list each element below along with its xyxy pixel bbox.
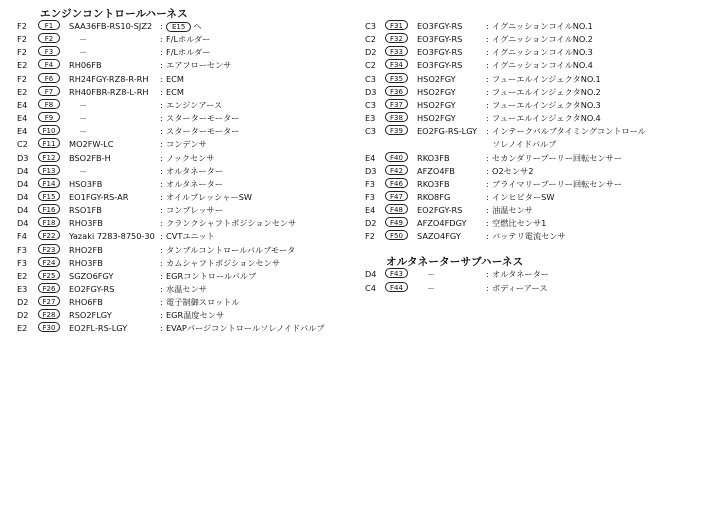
part-number: EO2FGY-RS <box>69 284 115 294</box>
connector-code-badge: F6 <box>38 73 60 83</box>
separator-colon: : <box>160 284 163 294</box>
connector-description: フューエルインジェクタNO.1 <box>492 73 601 84</box>
grid-location: C2 <box>17 139 28 150</box>
grid-location: E4 <box>365 205 376 216</box>
connector-description: ECM <box>166 86 184 97</box>
connector-code-badge: F9 <box>38 112 60 122</box>
connector-code-badge: F12 <box>38 152 60 162</box>
grid-location: C3 <box>365 126 376 137</box>
grid-location: D3 <box>17 152 29 163</box>
grid-location: F2 <box>365 231 375 242</box>
connector-code-badge: F14 <box>38 178 60 188</box>
alternator-sub-harness-title: オルタネーターサブハーネス <box>386 256 524 268</box>
connector-description: イグニッションコイルNO.4 <box>492 60 593 71</box>
grid-location: F3 <box>17 257 27 268</box>
grid-location: C4 <box>365 282 376 293</box>
connector-row <box>0 191 719 204</box>
connector-description: カムシャフトポジションセンサ <box>166 257 281 268</box>
connector-description: オルタネーター <box>166 165 223 176</box>
separator-colon: : <box>160 323 163 334</box>
part-number: － <box>427 269 436 279</box>
grid-location: F3 <box>365 191 375 202</box>
connector-code-badge: F35 <box>385 73 408 83</box>
separator-colon: : <box>160 297 163 308</box>
connector-description: ノックセンサ <box>166 152 215 163</box>
connector-row <box>0 59 719 72</box>
part-number: － <box>79 165 88 176</box>
part-number: RHO6FB <box>69 297 103 308</box>
connector-description: フューエルインジェクタNO.2 <box>492 86 601 97</box>
connector-code-badge: F47 <box>385 191 408 201</box>
grid-location: E2 <box>17 323 28 334</box>
part-number: RH06FB <box>69 60 102 71</box>
connector-code-badge: F23 <box>38 244 60 254</box>
part-number: RH24FGY-RZ8-R-RH <box>69 73 149 84</box>
connector-description: ボディーアース <box>492 282 548 293</box>
connector-code-badge: F40 <box>385 152 408 162</box>
separator-colon: : <box>160 218 163 229</box>
connector-description: インテークバルブタイミングコントロール <box>492 126 646 137</box>
connector-description: EGRコントロールバルブ <box>166 270 257 281</box>
connector-row <box>0 73 719 86</box>
part-number: SGZO6FGY <box>69 270 114 281</box>
part-number: HSO2FGY <box>417 73 456 84</box>
connector-code-badge: F22 <box>38 230 60 240</box>
connector-description: フューエルインジェクタNO.3 <box>492 99 601 110</box>
engine-control-harness-title: エンジンコントロールハーネス <box>40 8 188 20</box>
separator-colon: : <box>160 139 163 150</box>
separator-colon: : <box>160 99 163 110</box>
grid-location: D4 <box>365 269 377 279</box>
separator-colon: : <box>486 99 489 110</box>
separator-colon: : <box>486 191 489 202</box>
separator-colon: : <box>160 205 163 216</box>
separator-colon: : <box>160 34 163 45</box>
connector-description: イグニッションコイルNO.3 <box>492 47 593 58</box>
connector-row <box>0 125 719 138</box>
connector-description: コンプレッサー <box>166 205 223 216</box>
connector-description: 水温センサ <box>166 284 207 294</box>
part-number: MO2FW-LC <box>69 139 114 150</box>
connector-row <box>0 165 719 178</box>
connector-code-badge: F1 <box>38 20 60 30</box>
connector-row <box>0 112 719 125</box>
connector-code-badge: F8 <box>38 99 60 109</box>
connector-code-badge: F50 <box>385 230 408 240</box>
connector-description: スターターモーター <box>166 126 240 137</box>
separator-colon: : <box>486 205 489 216</box>
connector-description: オイルプレッシャーSW <box>166 191 252 202</box>
grid-location: F3 <box>17 244 27 255</box>
connector-code-badge: F33 <box>385 46 408 56</box>
connector-row <box>0 99 719 112</box>
grid-location: D4 <box>17 218 29 229</box>
part-number: － <box>79 113 88 124</box>
connector-code-badge: F4 <box>38 59 60 69</box>
connector-description: 電子制御スロットル <box>166 297 240 308</box>
grid-location: F3 <box>365 178 375 189</box>
part-number: SAA36FB-RS10-SJZ2 <box>69 21 153 31</box>
part-number: EO3FGY-RS <box>417 21 463 31</box>
connector-code-badge: F42 <box>385 165 408 175</box>
connector-description: CVTユニット <box>166 231 215 242</box>
grid-location: D2 <box>365 218 377 229</box>
connector-row <box>0 309 719 322</box>
grid-location: C3 <box>365 21 376 31</box>
grid-location: F2 <box>17 21 27 31</box>
connector-row <box>0 86 719 99</box>
connector-code-badge: F43 <box>385 268 408 278</box>
connector-description: コンデンサ <box>166 139 207 150</box>
connector-row <box>0 178 719 191</box>
grid-location: F2 <box>17 73 27 84</box>
separator-colon: : <box>160 126 163 137</box>
connector-code-badge: F37 <box>385 99 408 109</box>
separator-colon: : <box>486 47 489 58</box>
grid-location: D2 <box>365 47 377 58</box>
separator-colon: : <box>486 165 489 176</box>
connector-row <box>0 230 719 243</box>
connector-description: オルタネーター <box>492 269 549 279</box>
connector-description: フューエルインジェクタNO.4 <box>492 113 601 124</box>
part-number: HSO2FGY <box>417 86 456 97</box>
part-number: HSO2FGY <box>417 113 456 124</box>
grid-location: E3 <box>365 113 376 124</box>
connector-description: クランクシャフトポジションセンサ <box>166 218 297 229</box>
connector-description: O2センサ2 <box>492 165 534 176</box>
grid-location: D3 <box>365 165 377 176</box>
connector-code-badge: F32 <box>385 33 408 43</box>
separator-colon: : <box>486 231 489 242</box>
part-number: HSO2FGY <box>417 99 456 110</box>
grid-location: E4 <box>365 152 376 163</box>
grid-location: F2 <box>17 34 27 45</box>
connector-description: バッテリ電流センサ <box>492 231 566 242</box>
part-number: EO2FGY-RS <box>417 205 463 216</box>
connector-code-badge: F3 <box>38 46 60 56</box>
separator-colon: : <box>160 73 163 84</box>
grid-location: D4 <box>17 205 29 216</box>
connector-row <box>0 296 719 309</box>
connector-row <box>0 322 719 335</box>
connector-code-badge: F34 <box>385 59 408 69</box>
connector-description: エンジンアース <box>166 99 223 110</box>
connector-row <box>0 268 719 281</box>
connector-code-badge: F27 <box>38 296 60 306</box>
connector-code-badge: F25 <box>38 270 60 280</box>
part-number: － <box>79 99 88 110</box>
separator-colon: : <box>160 60 163 71</box>
separator-colon: : <box>486 34 489 45</box>
part-number: EO1FGY-RS-AR <box>69 191 129 202</box>
part-number: Yazaki 7283-8750-30 <box>69 231 155 242</box>
part-number: EO3FGY-RS <box>417 34 463 45</box>
separator-colon: : <box>486 178 489 189</box>
separator-colon: : <box>160 244 163 255</box>
grid-location: C2 <box>365 60 376 71</box>
connector-code-badge: F49 <box>385 217 408 227</box>
grid-location: F4 <box>17 231 27 242</box>
separator-colon: : <box>160 86 163 97</box>
connector-row <box>0 152 719 165</box>
connector-code-badge: F39 <box>385 125 408 135</box>
connector-description: 油温センサ <box>492 205 533 216</box>
connector-description: タンブルコントロールバルブモータ <box>166 244 296 255</box>
connector-description: インヒビターSW <box>492 191 555 202</box>
connector-code-badge: F48 <box>385 204 408 214</box>
separator-colon: : <box>160 47 163 58</box>
connector-description-text: へ <box>193 21 202 31</box>
connector-row <box>0 33 719 46</box>
grid-location: D4 <box>17 191 29 202</box>
part-number: RHO2FB <box>69 244 103 255</box>
connector-row <box>0 20 719 33</box>
connector-description: セカンダリープーリー回転センサー <box>492 152 623 163</box>
separator-colon: : <box>160 231 163 242</box>
grid-location: D4 <box>17 178 29 189</box>
connector-code-badge: F30 <box>38 322 60 332</box>
connector-description-line2: ソレノイドバルブ <box>492 139 557 150</box>
grid-location: D3 <box>365 86 377 97</box>
part-number: － <box>427 282 436 293</box>
connector-description: エアフローセンサ <box>166 60 232 71</box>
connector-code-badge: F2 <box>38 33 60 43</box>
connector-code-badge: F10 <box>38 125 60 135</box>
separator-colon: : <box>160 257 163 268</box>
connector-code-badge: F11 <box>38 138 60 148</box>
connector-description: オルタネーター <box>166 178 223 189</box>
part-number: SAZO4FGY <box>417 231 461 242</box>
part-number: BSO2FB-H <box>69 152 111 163</box>
grid-location: E2 <box>17 60 28 71</box>
connector-row <box>0 46 719 59</box>
part-number: AFZO4FDGY <box>417 218 467 229</box>
part-number: HSO3FB <box>69 178 103 189</box>
separator-colon: : <box>486 113 489 124</box>
connector-description: イグニッションコイルNO.1 <box>492 21 593 31</box>
connector-description: イグニッションコイルNO.2 <box>492 34 593 45</box>
separator-colon: : <box>486 269 489 279</box>
grid-location: E4 <box>17 113 28 124</box>
grid-location: F2 <box>17 47 27 58</box>
connector-code-badge: F18 <box>38 217 60 227</box>
grid-location: E3 <box>17 284 28 294</box>
part-number: － <box>79 47 88 58</box>
grid-location: C3 <box>365 99 376 110</box>
connector-description: EGR温度センサ <box>166 310 225 321</box>
connector-description: スターターモーター <box>166 113 240 124</box>
separator-colon: : <box>160 165 163 176</box>
connector-description: F/Lホルダー <box>166 34 211 45</box>
connector-code-badge: F26 <box>38 283 60 293</box>
grid-location: E2 <box>17 270 28 281</box>
connector-row <box>0 282 719 295</box>
connector-code-badge: F7 <box>38 86 60 96</box>
grid-location: D2 <box>17 297 29 308</box>
part-number: RH40FBR-RZ8-L-RH <box>69 86 149 97</box>
connector-code-badge: F24 <box>38 257 60 267</box>
separator-colon: : <box>486 218 489 229</box>
connector-code-badge: F31 <box>385 20 408 30</box>
part-number: RKO8FG <box>417 191 451 202</box>
part-number: RKO3FB <box>417 152 450 163</box>
part-number: － <box>79 34 88 45</box>
connector-code-badge: F28 <box>38 309 60 319</box>
part-number: EO2FL-RS-LGY <box>69 323 128 334</box>
connector-description: 空燃比センサ1 <box>492 218 547 229</box>
part-number: RSO2FLGY <box>69 310 112 321</box>
separator-colon: : <box>160 310 163 321</box>
grid-location: D2 <box>17 310 29 321</box>
part-number: EO3FGY-RS <box>417 47 463 58</box>
connector-description: ECM <box>166 73 184 84</box>
grid-location: C3 <box>365 73 376 84</box>
separator-colon: : <box>160 178 163 189</box>
connector-description: F/Lホルダー <box>166 47 211 58</box>
separator-colon: : <box>486 21 489 31</box>
separator-colon: : <box>160 113 163 124</box>
connector-description: EVAPパージコントロールソレノイドバルブ <box>166 323 325 334</box>
connector-row <box>0 244 719 257</box>
part-number: RHO3FB <box>69 257 103 268</box>
separator-colon: : <box>486 282 489 293</box>
connector-code-badge: F13 <box>38 165 60 175</box>
part-number: EO3FGY-RS <box>417 60 463 71</box>
connector-row <box>0 217 719 230</box>
part-number: － <box>79 126 88 137</box>
connector-code-badge: F44 <box>385 282 408 292</box>
connector-code-badge: F16 <box>38 204 60 214</box>
separator-colon: : <box>486 126 489 137</box>
connector-code-badge: F38 <box>385 112 408 122</box>
separator-colon: : <box>486 86 489 97</box>
part-number: EO2FG-RS-LGY <box>417 126 478 137</box>
grid-location: E4 <box>17 126 28 137</box>
connector-row <box>0 138 719 151</box>
separator-colon: : <box>160 270 163 281</box>
separator-colon: : <box>486 152 489 163</box>
target-connector-badge: E15 <box>166 22 191 32</box>
connector-code-badge: F15 <box>38 191 60 201</box>
separator-colon: : <box>486 60 489 71</box>
part-number: RSO1FB <box>69 205 102 216</box>
separator-colon: : <box>160 152 163 163</box>
connector-code-badge: F46 <box>385 178 408 188</box>
grid-location: D4 <box>17 165 29 176</box>
connector-row <box>0 204 719 217</box>
connector-code-badge: F36 <box>385 86 408 96</box>
grid-location: C2 <box>365 34 376 45</box>
separator-colon: : <box>486 73 489 84</box>
grid-location: E4 <box>17 99 28 110</box>
separator-colon: : <box>160 191 163 202</box>
grid-location: E2 <box>17 86 28 97</box>
part-number: RKO3FB <box>417 178 450 189</box>
connector-description: プライマリープーリー回転センサー <box>492 178 623 189</box>
part-number: AFZO4FB <box>417 165 455 176</box>
part-number: RHO3FB <box>69 218 103 229</box>
separator-colon: : <box>160 21 163 31</box>
